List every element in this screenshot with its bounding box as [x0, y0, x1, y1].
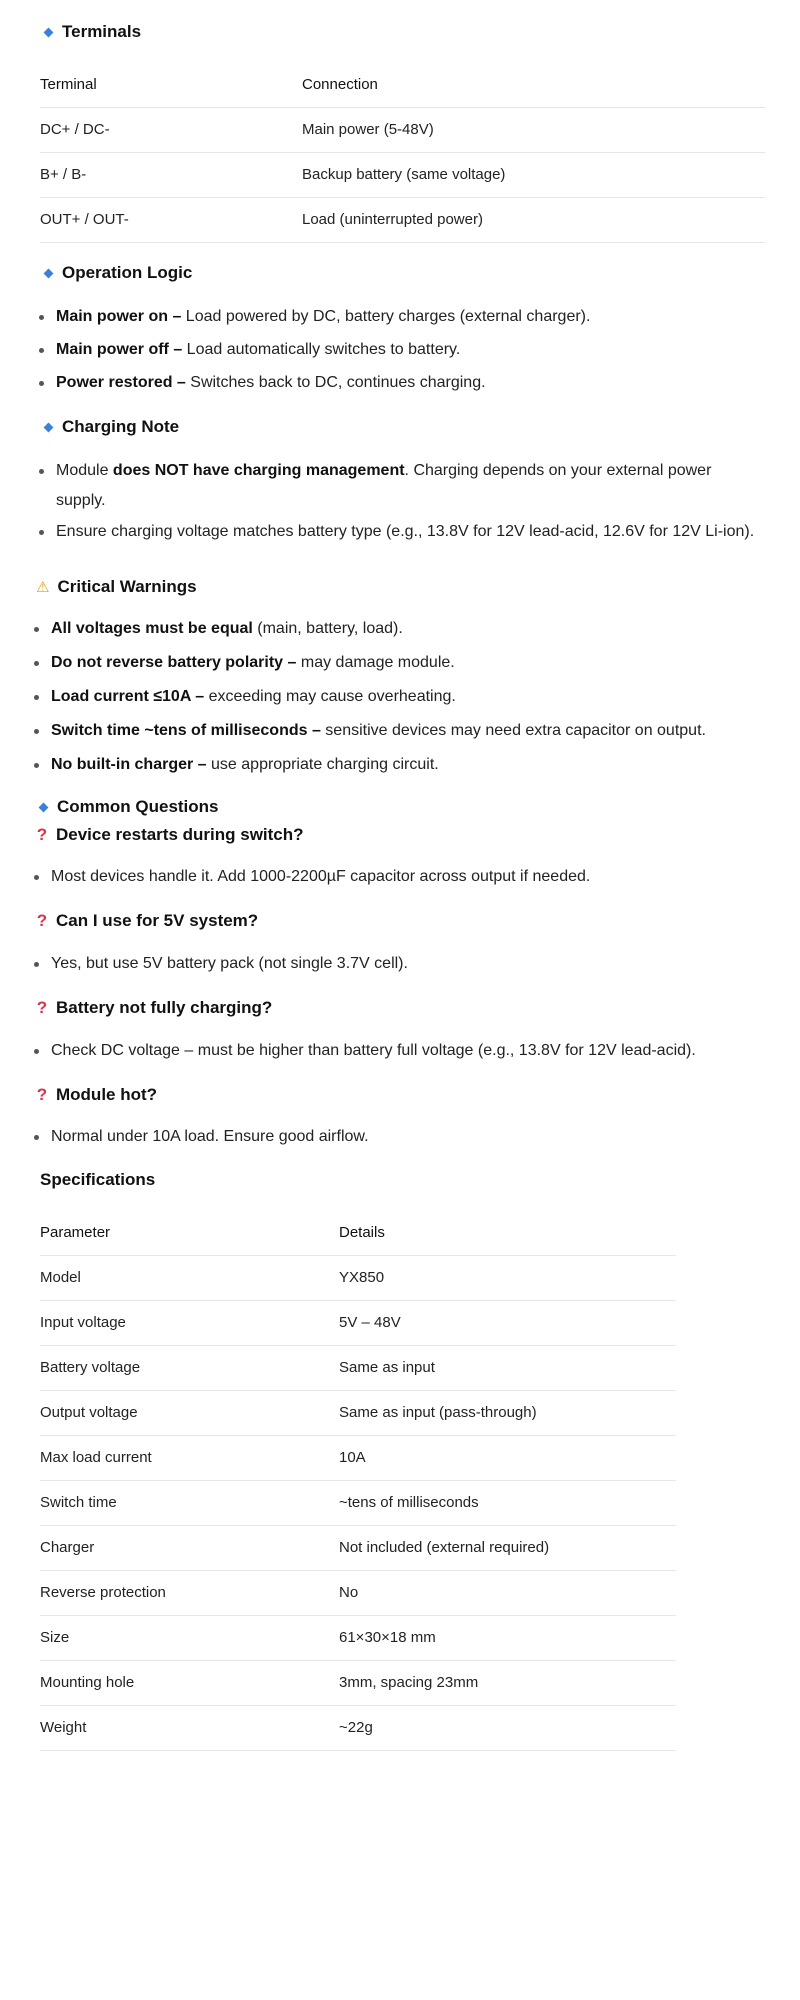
list-item — [34, 1036, 774, 1066]
faq-question — [36, 1083, 157, 1107]
table-header-row — [40, 62, 765, 107]
warnings-list — [34, 614, 774, 780]
faq-title: Common Questions — [57, 797, 219, 816]
charging-heading — [40, 415, 179, 439]
specs-table — [40, 1210, 676, 1751]
item-text: (main, battery, load). — [252, 620, 403, 637]
table-cell: YX850 — [339, 1255, 676, 1300]
table-row — [40, 1390, 676, 1435]
table-row — [40, 1705, 676, 1750]
terminals-heading — [40, 20, 141, 44]
table-cell: Size — [40, 1615, 339, 1660]
list-item — [34, 682, 774, 712]
table-cell: Model — [40, 1255, 339, 1300]
terminals-table — [40, 62, 765, 243]
table-cell: Reverse protection — [40, 1570, 339, 1615]
item-bold: Power restored – — [56, 374, 186, 391]
question-text: Battery not fully charging? — [56, 998, 273, 1017]
operation-title: Operation Logic — [62, 263, 193, 282]
item-bold: Load current ≤10A – — [51, 688, 205, 705]
question-text: Device restarts during switch? — [56, 825, 304, 844]
diamond-icon — [39, 802, 49, 812]
list-item — [34, 648, 774, 678]
table-cell: B+ / B- — [40, 152, 302, 197]
answer-text: Yes, but use 5V battery pack (not single 3.7V cell). — [51, 955, 408, 972]
faq-question — [36, 823, 304, 847]
item-bold: All voltages must be equal — [51, 620, 253, 637]
list-item — [39, 368, 769, 398]
list-item — [39, 517, 759, 547]
item-bold: Switch time ~tens of milliseconds – — [51, 722, 321, 739]
table-cell: Main power (5-48V) — [302, 107, 765, 152]
terminals-title: Terminals — [62, 22, 142, 41]
list-item — [39, 302, 769, 332]
table-row — [40, 1570, 676, 1615]
charging-list — [39, 456, 759, 547]
item-text: may damage module. — [296, 654, 455, 671]
table-cell: 10A — [339, 1435, 676, 1480]
table-row — [40, 197, 765, 242]
table-cell: Max load current — [40, 1435, 339, 1480]
warnings-heading — [36, 575, 197, 599]
table-row — [40, 1345, 676, 1390]
question-mark-icon: ? — [36, 825, 48, 844]
faq-question — [36, 996, 272, 1020]
table-header-cell: Details — [339, 1210, 676, 1255]
specs-heading — [40, 1168, 155, 1192]
table-cell: Weight — [40, 1705, 339, 1750]
table-row — [40, 152, 765, 197]
faq-question — [36, 909, 258, 933]
table-cell: Same as input (pass-through) — [339, 1390, 676, 1435]
item-bold: Main power on – — [56, 308, 182, 325]
table-row — [40, 1525, 676, 1570]
question-text: Module hot? — [56, 1085, 158, 1104]
warning-icon: ⚠ — [36, 578, 50, 596]
diamond-icon — [44, 422, 54, 432]
table-cell: 61×30×18 mm — [339, 1615, 676, 1660]
table-row — [40, 1660, 676, 1705]
diamond-icon — [44, 268, 54, 278]
list-item — [34, 949, 774, 979]
operation-list — [39, 302, 769, 398]
faq-answer-list — [34, 1036, 774, 1066]
table-row — [40, 107, 765, 152]
table-cell: Input voltage — [40, 1300, 339, 1345]
answer-text: Check DC voltage – must be higher than battery full voltage (e.g., 13.8V for 12V lead-acid). — [51, 1042, 696, 1059]
item-text: Load automatically switches to battery. — [182, 341, 461, 358]
table-cell: DC+ / DC- — [40, 107, 302, 152]
charging-title: Charging Note — [62, 417, 180, 436]
specs-title: Specifications — [40, 1170, 156, 1189]
table-cell: OUT+ / OUT- — [40, 197, 302, 242]
item-bold: does NOT have charging management — [112, 462, 405, 479]
list-item — [34, 716, 774, 746]
item-text: Load powered by DC, battery charges (external charger). — [181, 308, 591, 325]
table-cell: Backup battery (same voltage) — [302, 152, 765, 197]
list-item — [34, 614, 774, 644]
list-item — [34, 750, 774, 780]
item-text: Module — [56, 462, 113, 479]
operation-heading — [40, 261, 192, 285]
table-cell: Load (uninterrupted power) — [302, 197, 765, 242]
item-bold: No built-in charger – — [51, 756, 207, 773]
table-cell: Charger — [40, 1525, 339, 1570]
list-item — [34, 1122, 774, 1152]
warnings-title: Critical Warnings — [57, 577, 197, 596]
answer-text: Most devices handle it. Add 1000-2200µF capacitor across output if needed. — [51, 868, 591, 885]
table-cell: No — [339, 1570, 676, 1615]
table-header-cell: Connection — [302, 62, 765, 107]
faq-answer-list — [34, 949, 774, 979]
item-bold: Main power off – — [56, 341, 183, 358]
table-row — [40, 1435, 676, 1480]
table-row — [40, 1255, 676, 1300]
item-bold: Do not reverse battery polarity – — [51, 654, 297, 671]
question-mark-icon: ? — [36, 998, 48, 1017]
diamond-icon — [44, 27, 54, 37]
question-mark-icon: ? — [36, 1085, 48, 1104]
item-text: Ensure charging voltage matches battery type (e.g., 13.8V for 12V lead-acid, 12.6V for 12V Li-ion). — [56, 523, 755, 540]
table-cell: Output voltage — [40, 1390, 339, 1435]
table-cell: Same as input — [339, 1345, 676, 1390]
table-cell: 3mm, spacing 23mm — [339, 1660, 676, 1705]
table-row — [40, 1480, 676, 1525]
item-text: Switches back to DC, continues charging. — [185, 374, 486, 391]
list-item — [39, 335, 769, 365]
table-header-cell: Terminal — [40, 62, 302, 107]
table-cell: Not included (external required) — [339, 1525, 676, 1570]
list-item — [39, 456, 759, 516]
table-cell: ~tens of milliseconds — [339, 1480, 676, 1525]
item-text: sensitive devices may need extra capacitor on output. — [320, 722, 706, 739]
table-cell: ~22g — [339, 1705, 676, 1750]
table-row — [40, 1300, 676, 1345]
faq-answer-list — [34, 862, 774, 892]
table-cell: 5V – 48V — [339, 1300, 676, 1345]
item-text: exceeding may cause overheating. — [204, 688, 456, 705]
table-cell: Battery voltage — [40, 1345, 339, 1390]
item-text: use appropriate charging circuit. — [206, 756, 439, 773]
question-text: Can I use for 5V system? — [56, 911, 259, 930]
item-text: . Charging depends on your external power supply. — [56, 462, 712, 509]
list-item — [34, 862, 774, 892]
question-mark-icon: ? — [36, 911, 48, 930]
faq-answer-list — [34, 1122, 774, 1152]
answer-text: Normal under 10A load. Ensure good airflow. — [51, 1128, 369, 1145]
table-header-cell: Parameter — [40, 1210, 339, 1255]
table-cell: Switch time — [40, 1480, 339, 1525]
table-cell: Mounting hole — [40, 1660, 339, 1705]
faq-heading — [35, 795, 219, 819]
table-row — [40, 1615, 676, 1660]
table-header-row — [40, 1210, 676, 1255]
